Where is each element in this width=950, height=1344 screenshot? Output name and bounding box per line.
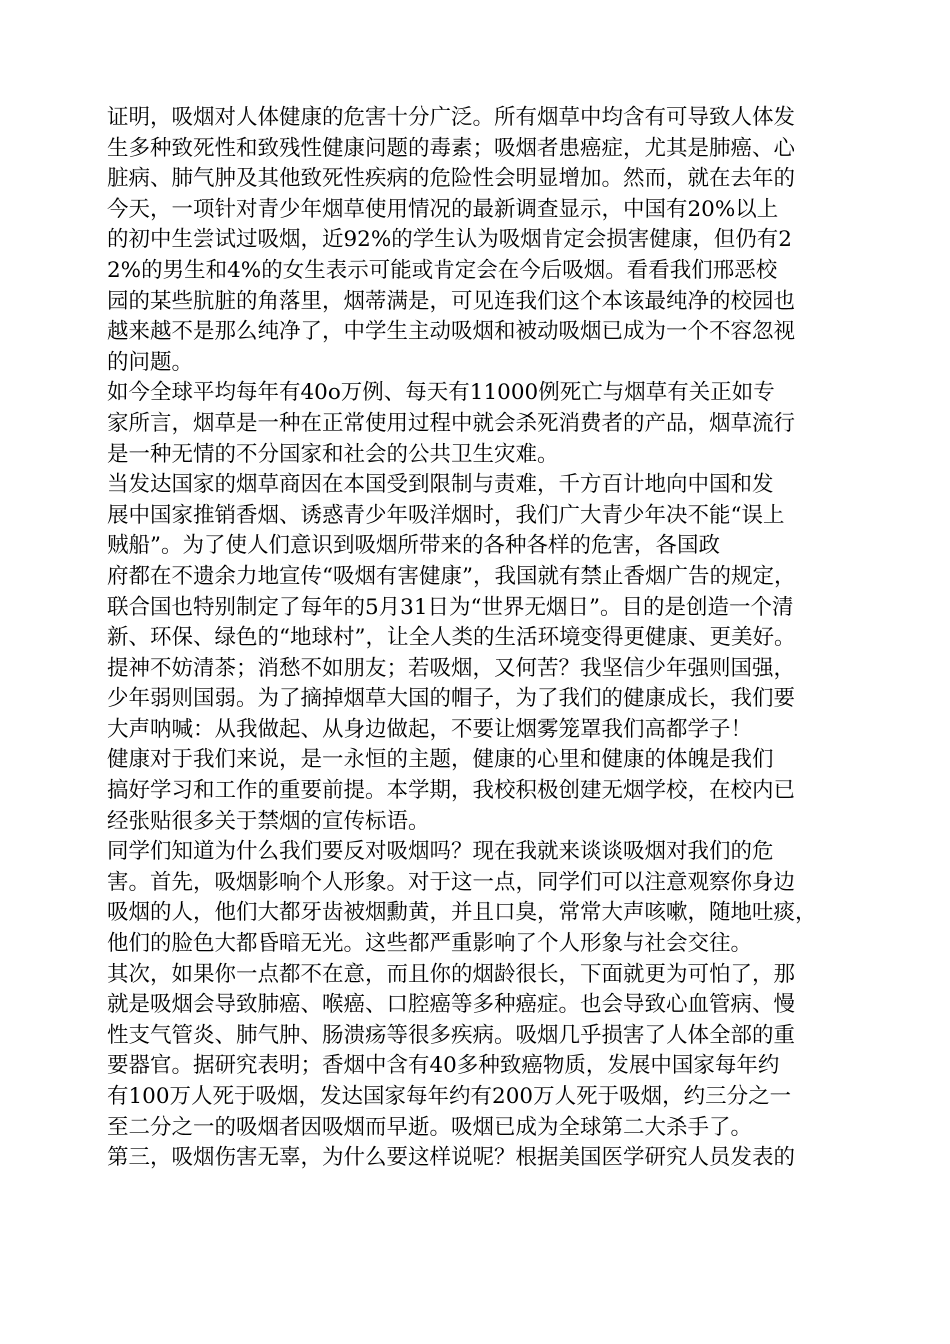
text-line: 吸烟的人，他们大都牙齿被烟勳黄，并且口臭，常常大声咳嗽，随地吐痰， [107, 900, 817, 926]
text-line: 2%的男生和4%的女生表示可能或肯定会在今后吸烟。看看我们邢恶校 [107, 257, 778, 283]
text-line: 就是吸烟会导致肺癌、喉癌、口腔癌等多种癌症。也会导致心血管病、慢 [107, 992, 796, 1018]
text-line: 脏病、肺气肿及其他致死性疾病的危险性会明显增加。然而，就在去年的 [107, 166, 796, 192]
text-line: 生多种致死性和致残性健康问题的毒素；吸烟者患癌症，尤其是肺癌、心 [107, 135, 796, 161]
text-line: 园的某些肮脏的角落里，烟蒂满是，可见连我们这个本该最纯净的校园也 [107, 288, 796, 314]
text-line: 性支气管炎、肺气肿、肠溃疡等很多疾病。吸烟几乎损害了人体全部的重 [107, 1022, 796, 1048]
text-line: 新、环保、绿色的“地球村”，让全人类的生活环境变得更健康、更美好。 [107, 625, 796, 651]
text-line: 如今全球平均每年有40o万例、每天有11000例死亡与烟草有关正如专 [107, 380, 775, 406]
text-line: 的问题。 [107, 349, 194, 375]
text-line: 大声呐喊：从我做起、从身边做起，不要让烟雾笼罩我们高都学子！ [107, 716, 753, 742]
text-line: 今天，一项针对青少年烟草使用情况的最新调查显示，中国有20%以上 [107, 196, 779, 222]
article-body [107, 103, 867, 1174]
text-line: 府都在不遗余力地宣传“吸烟有害健康”，我国就有禁止香烟广告的规定， [107, 563, 796, 589]
text-line: 同学们知道为什么我们要反对吸烟吗？现在我就来谈谈吸烟对我们的危 [107, 839, 774, 865]
text-line: 提神不妨清茶；消愁不如朋友；若吸烟，又何苦？我坚信少年强则国强， [107, 655, 796, 681]
text-line: 越来越不是那么纯净了，中学生主动吸烟和被动吸烟已成为一个不容忽视 [107, 319, 796, 345]
text-line: 少年弱则国弱。为了摘掉烟草大国的帽子，为了我们的健康成长，我们要 [107, 686, 796, 712]
text-line: 有100万人死于吸烟，发达国家每年约有200万人死于吸烟，约三分之一 [107, 1084, 792, 1109]
text-line: 是一种无情的不分国家和社会的公共卫生灾难。 [107, 441, 559, 467]
text-line: 第三，吸烟伤害无辜，为什么要这样说呢？根据美国医学研究人员发表的 [107, 1145, 796, 1171]
text-line: 经张贴很多关于禁烟的宣传标语。 [107, 808, 430, 834]
text-line: 要器官。据研究表明；香烟中含有40多种致癌物质，发展中国家每年约 [107, 1053, 780, 1079]
text-line: 展中国家推销香烟、诱惑青少年吸洋烟时，我们广大青少年决不能“误上 [107, 502, 785, 528]
text-line: 贼船”。为了使人们意识到吸烟所带来的各种各样的危害，各国政 [107, 533, 720, 559]
text-line: 的初中生尝试过吸烟，近92%的学生认为吸烟肯定会损害健康，但仍有2 [107, 227, 792, 253]
text-line: 证明，吸烟对人体健康的危害十分广泛。所有烟草中均含有可导致人体发 [107, 105, 796, 130]
text-line: 家所言，烟草是一种在正常使用过程中就会杀死消费者的产品，烟草流行 [107, 410, 796, 436]
text-line: 健康对于我们来说，是一永恒的主题，健康的心里和健康的体魄是我们 [107, 747, 774, 773]
text-line: 联合国也特别制定了每年的5月31日为“世界无烟日”。目的是创造一个清 [107, 594, 794, 620]
text-line: 害。首先，吸烟影响个人形象。对于这一点，同学们可以注意观察你身边 [107, 869, 796, 895]
text-line: 当发达国家的烟草商因在本国受到限制与责难，千方百计地向中国和发 [107, 472, 774, 498]
text-line: 其次，如果你一点都不在意，而且你的烟龄很长，下面就更为可怕了，那 [107, 961, 796, 987]
text-line: 至二分之一的吸烟者因吸烟而早逝。吸烟已成为全球第二大杀手了。 [107, 1114, 753, 1140]
text-line: 搞好学习和工作的重要前提。本学期，我校积极创建无烟学校，在校内已 [107, 778, 796, 804]
text-line: 他们的脸色大都昏暗无光。这些都严重影响了个人形象与社会交往。 [107, 931, 753, 957]
